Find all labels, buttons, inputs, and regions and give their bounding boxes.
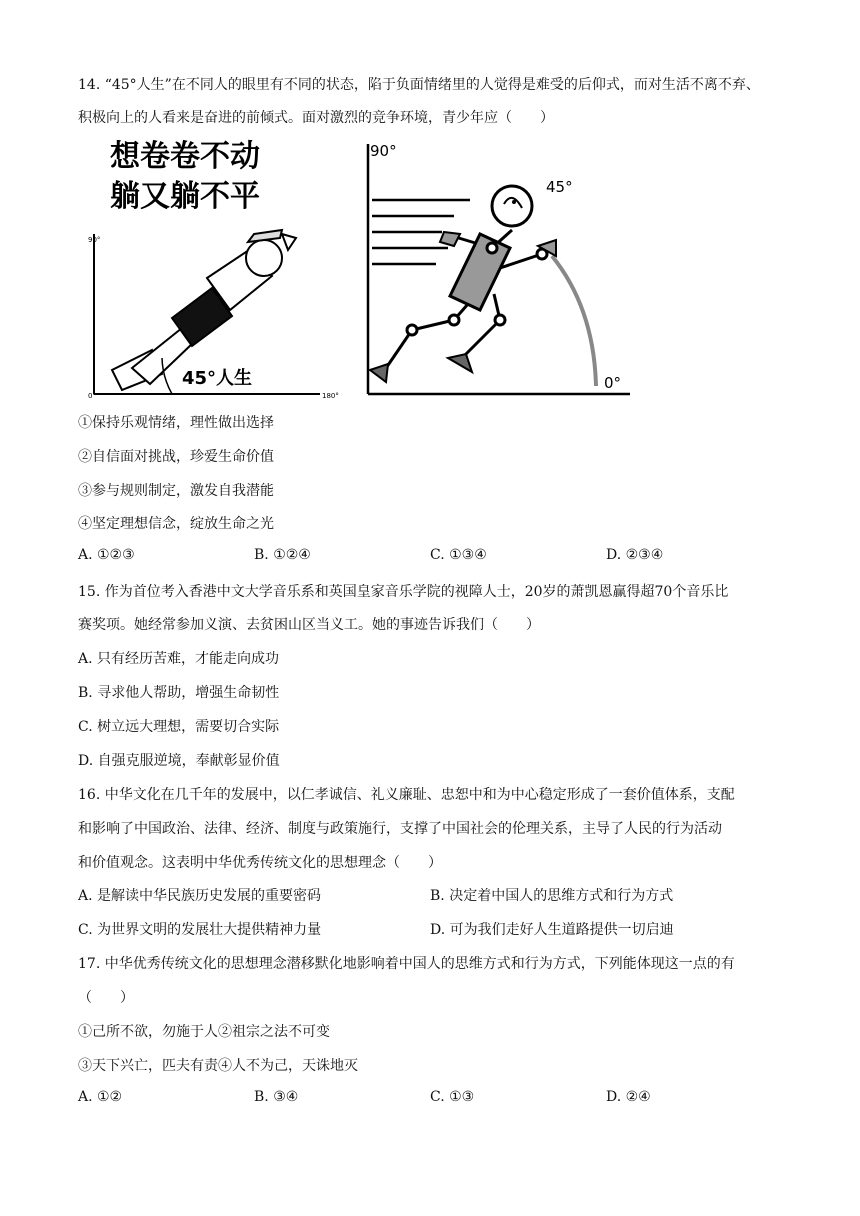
q16-stem-line-2: 和影响了中国政治、法律、经济、制度与政策施行，支撑了中国社会的伦理关系，主导了人民的行为活动 bbox=[78, 821, 722, 837]
q16-option-c[interactable]: C. 为世界文明的发展壮大提供精神力量 bbox=[78, 922, 322, 938]
q17-items-line-1: ①己所不欲，勿施于人②祖宗之法不可变 bbox=[78, 1024, 330, 1040]
q17-option-b[interactable]: B. ③④ bbox=[254, 1089, 299, 1105]
q17-items-line-2: ③天下兴亡，匹夫有责④人不为己，天诛地灭 bbox=[78, 1058, 358, 1074]
q14-figure-right bbox=[362, 138, 634, 400]
figure-left-angle-180: 180° bbox=[322, 392, 339, 400]
figure-right-angle-45: 45° bbox=[546, 178, 573, 196]
q15-option-a[interactable]: A. 只有经历苦难，才能走向成功 bbox=[78, 651, 280, 667]
q14-stem-line-2: 积极向上的人看来是奋进的前倾式。面对激烈的竞争环境，青少年应（ ） bbox=[78, 110, 554, 126]
q15-option-c[interactable]: C. 树立远大理想，需要切合实际 bbox=[78, 719, 280, 735]
q14-option-d[interactable]: D. ②③④ bbox=[606, 547, 664, 563]
q17-option-c[interactable]: C. ①③ bbox=[430, 1089, 475, 1105]
figure-right-angle-90: 90° bbox=[370, 142, 397, 160]
figure-left-angle-90: 90° bbox=[88, 236, 101, 244]
q14-item-2: ②自信面对挑战，珍爱生命价值 bbox=[78, 449, 274, 465]
figure-left-angle-0: 0° bbox=[88, 392, 96, 400]
q14-option-a[interactable]: A. ①②③ bbox=[78, 547, 135, 563]
q17-stem-line-1: 17. 中华优秀传统文化的思想理念潜移默化地影响着中国人的思维方式和行为方式，下列能体现这一点的有 bbox=[78, 956, 735, 972]
q14-option-c[interactable]: C. ①③④ bbox=[430, 547, 487, 563]
q14-item-1: ①保持乐观情绪，理性做出选择 bbox=[78, 415, 274, 431]
q14-item-3: ③参与规则制定，激发自我潜能 bbox=[78, 483, 274, 499]
q16-stem-line-3: 和价值观念。这表明中华优秀传统文化的思想理念（ ） bbox=[78, 855, 442, 871]
q16-option-a[interactable]: A. 是解读中华民族历史发展的重要密码 bbox=[78, 888, 322, 904]
q15-stem-line-1: 15. 作为首位考入香港中文大学音乐系和英国皇家音乐学院的视障人士，20岁的萧凯恩赢得超70个音乐比 bbox=[78, 584, 729, 600]
q15-option-d[interactable]: D. 自强克服逆境，奉献彰显价值 bbox=[78, 753, 280, 769]
q14-stem-line-1: 14. “45°人生”在不同人的眼里有不同的状态，陷于负面情绪里的人觉得是难受的后仰式，而对生活不离不弃、 bbox=[78, 77, 760, 93]
q17-option-a[interactable]: A. ①② bbox=[78, 1089, 123, 1105]
running-person-illustration bbox=[362, 138, 634, 400]
q16-stem-line-1: 16. 中华文化在几千年的发展中，以仁孝诚信、礼义廉耻、忠恕中和为中心稳定形成了一套价值体系，支配 bbox=[78, 787, 735, 803]
q16-option-d[interactable]: D. 可为我们走好人生道路提供一切启迪 bbox=[430, 922, 674, 938]
lying-person-illustration bbox=[82, 138, 344, 400]
q14-figure-left bbox=[82, 138, 344, 400]
figure-right-angle-0: 0° bbox=[604, 374, 622, 392]
figure-left-label: 45°人生 bbox=[182, 368, 253, 389]
q14-item-4: ④坚定理想信念，绽放生命之光 bbox=[78, 516, 274, 532]
q16-option-b[interactable]: B. 决定着中国人的思维方式和行为方式 bbox=[430, 888, 674, 904]
figure-left-caption-line-2: 躺又躺不平 bbox=[110, 179, 260, 214]
q14-option-b[interactable]: B. ①②④ bbox=[254, 547, 311, 563]
q15-option-b[interactable]: B. 寻求他人帮助，增强生命韧性 bbox=[78, 685, 280, 701]
q15-stem-line-2: 赛奖项。她经常参加义演、去贫困山区当义工。她的事迹告诉我们（ ） bbox=[78, 617, 540, 633]
figure-left-caption-line-1: 想卷卷不动 bbox=[110, 139, 260, 174]
q17-stem-line-2: （ ） bbox=[78, 990, 134, 1006]
q17-option-d[interactable]: D. ②④ bbox=[606, 1089, 651, 1105]
